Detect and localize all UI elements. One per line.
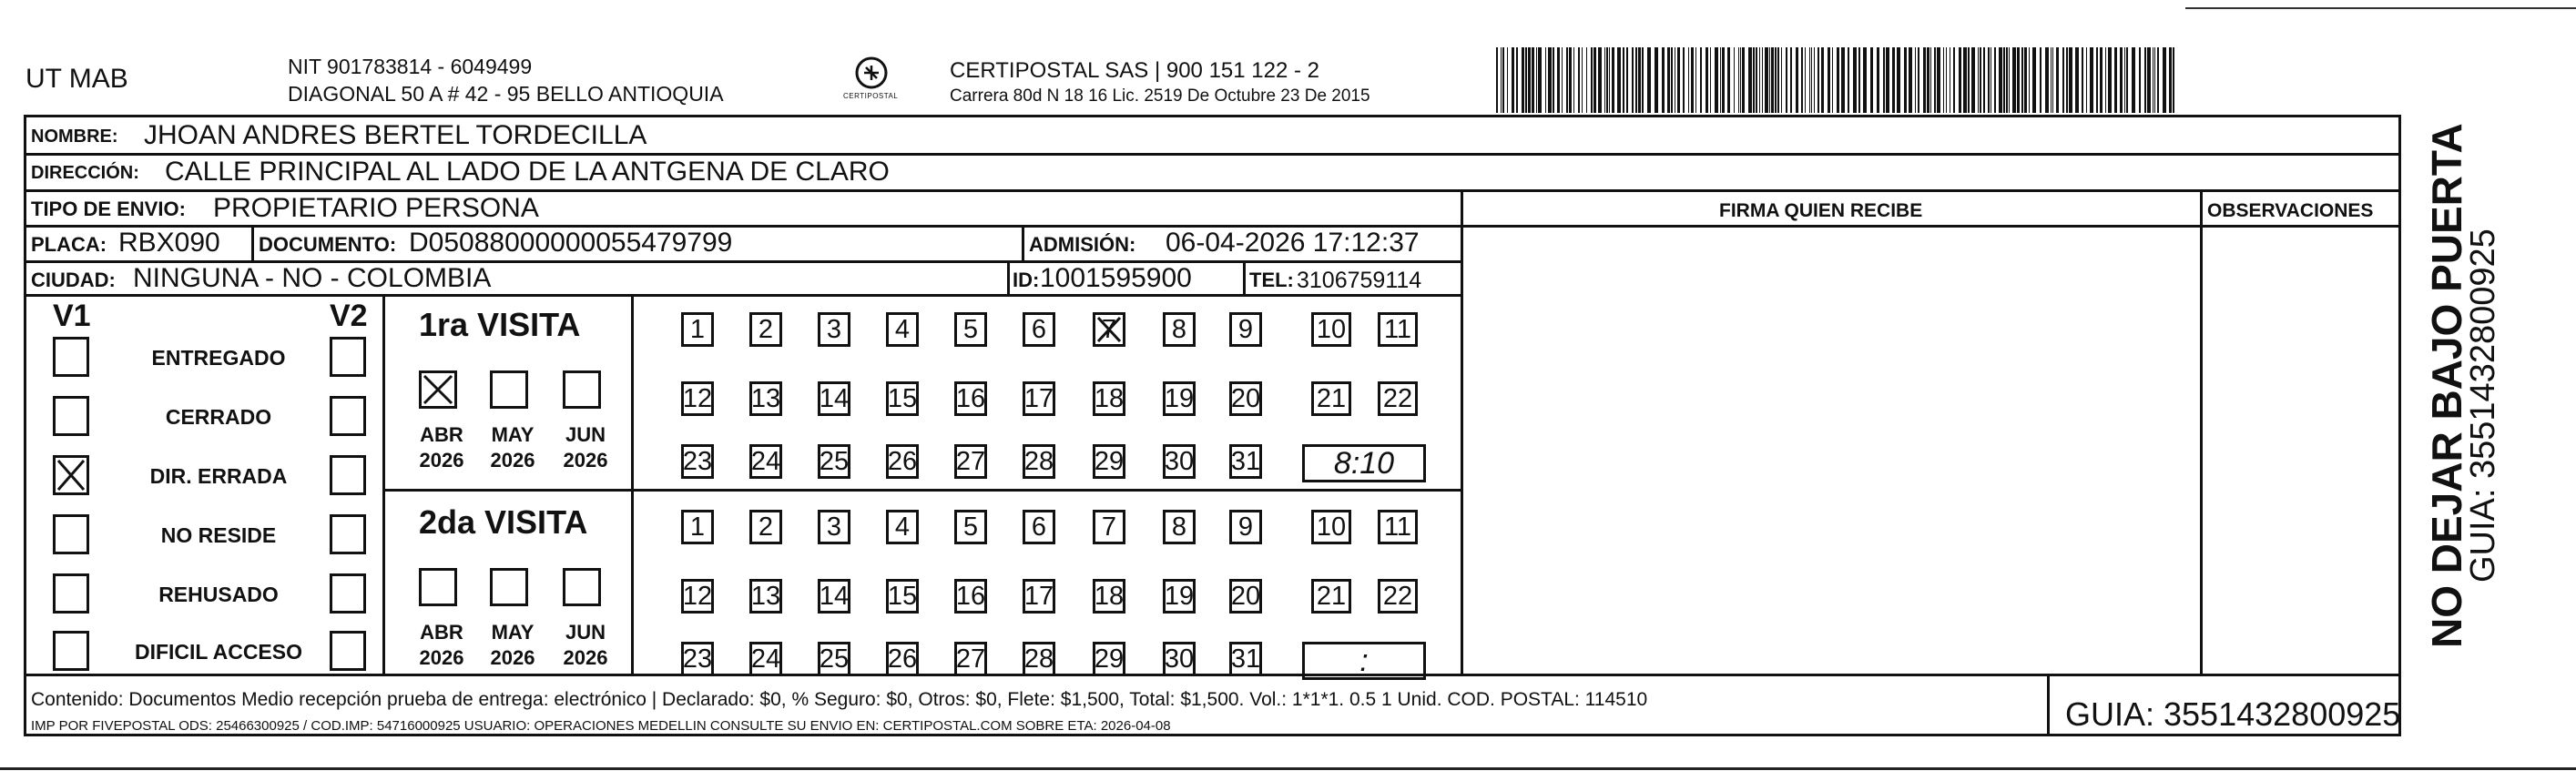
no-dejar-bajo-puerta: NO DEJAR BAJO PUERTA — [2423, 123, 2470, 648]
form-border-top — [24, 115, 2400, 117]
day-box[interactable]: 9 — [1229, 312, 1262, 347]
status-option-label: CERRADO — [165, 405, 272, 429]
month-label: ABR — [420, 423, 463, 446]
year-label: 2026 — [490, 449, 535, 472]
status-option-label: ENTREGADO — [151, 346, 286, 370]
v2-checkbox[interactable] — [330, 573, 366, 614]
day-box[interactable]: 24 — [749, 642, 782, 676]
row-divider — [24, 674, 2400, 676]
row-divider — [24, 189, 2400, 192]
day-box[interactable]: 13 — [749, 381, 782, 416]
admision-value: 06-04-2026 17:12:37 — [1166, 228, 1420, 258]
day-box[interactable]: 4 — [886, 312, 919, 347]
day-box[interactable]: 6 — [1023, 312, 1055, 347]
month-label: JUN — [565, 423, 606, 446]
day-box[interactable]: 12 — [681, 381, 714, 416]
month-checkbox[interactable] — [419, 370, 457, 409]
time-value: 8:10 — [1333, 445, 1395, 481]
form-border-right — [2398, 115, 2401, 736]
nombre-label: NOMBRE: — [31, 127, 118, 147]
v2-checkbox[interactable] — [330, 337, 366, 377]
day-box[interactable]: 8 — [1163, 312, 1196, 347]
v1-checkbox[interactable] — [53, 455, 89, 495]
label-edge-line — [0, 767, 2576, 770]
status-option-label: DIR. ERRADA — [149, 464, 288, 488]
v1-checkbox[interactable] — [53, 631, 89, 671]
visit-title: 1ra VISITA — [419, 306, 581, 343]
day-box[interactable]: 17 — [1023, 579, 1055, 614]
time-value: : — [1359, 643, 1369, 678]
contenido-text: Contenido: Documentos Medio recepción prueba de entrega: electrónico | Declarado: $0, % Seguro: $0, Otros: $0, Flete: $1,500, Total: $1,500. Vol.: 1*1*1. 0.5 1 Unid. COD. POSTAL: 114510 — [31, 689, 1648, 710]
day-box[interactable]: 30 — [1163, 444, 1196, 479]
form-border-bottom — [24, 734, 2400, 736]
day-box[interactable]: 19 — [1163, 381, 1196, 416]
month-checkbox[interactable] — [490, 370, 528, 409]
day-box[interactable]: 10 — [1311, 312, 1351, 347]
col-divider-obs — [2200, 189, 2203, 675]
col-divider-admision — [1022, 225, 1024, 261]
tipo-label: TIPO DE ENVIO: — [31, 198, 186, 220]
month-label: MAY — [491, 621, 535, 644]
v2-label: V2 — [330, 299, 368, 333]
row-divider — [24, 294, 1462, 297]
status-option-label: DIFICIL ACCESO — [134, 640, 302, 664]
day-box[interactable]: 14 — [818, 579, 850, 614]
day-box[interactable]: 26 — [886, 444, 919, 479]
day-box[interactable]: 3 — [818, 312, 850, 347]
tel-value: 3106759114 — [1297, 268, 1422, 293]
v1-checkbox[interactable] — [53, 573, 89, 614]
tipo-value: PROPIETARIO PERSONA — [213, 193, 539, 223]
time-box[interactable] — [1302, 642, 1426, 680]
barcode — [1496, 47, 2175, 113]
month-checkbox[interactable] — [419, 568, 457, 606]
year-label: 2026 — [419, 449, 464, 472]
logo-text: CERTIPOSTAL — [843, 92, 899, 100]
id-label: ID: — [1013, 269, 1040, 291]
v1-checkbox[interactable] — [53, 514, 89, 554]
day-box[interactable]: 14 — [818, 381, 850, 416]
day-box[interactable]: 4 — [886, 510, 919, 544]
v2-checkbox[interactable] — [330, 631, 366, 671]
day-box[interactable]: 5 — [954, 312, 987, 347]
day-box[interactable]: 21 — [1311, 381, 1351, 416]
day-box[interactable]: 11 — [1378, 312, 1418, 347]
day-box[interactable]: 21 — [1311, 579, 1351, 614]
day-box[interactable]: 18 — [1093, 381, 1125, 416]
day-box[interactable]: 27 — [954, 642, 987, 676]
placa-label: PLACA: — [31, 233, 107, 256]
month-checkbox[interactable] — [563, 370, 601, 409]
nombre-value: JHOAN ANDRES BERTEL TORDECILLA — [144, 120, 647, 150]
month-label: MAY — [491, 423, 535, 446]
company-address: DIAGONAL 50 A # 42 - 95 BELLO ANTIOQUIA — [288, 82, 724, 106]
month-label: ABR — [420, 621, 463, 644]
day-box[interactable]: 9 — [1229, 510, 1262, 544]
month-label: JUN — [565, 621, 606, 644]
id-value: 1001595900 — [1040, 263, 1192, 293]
day-box[interactable]: 20 — [1229, 579, 1262, 614]
day-box[interactable]: 25 — [818, 444, 850, 479]
day-box[interactable]: 10 — [1311, 510, 1351, 544]
footer-guia: GUIA: 3551432800925 — [2065, 695, 2401, 733]
placa-value: RBX090 — [118, 228, 220, 258]
year-label: 2026 — [563, 646, 608, 669]
col-divider-placa — [251, 225, 254, 261]
day-box[interactable]: 27 — [954, 444, 987, 479]
day-box[interactable]: 3 — [818, 510, 850, 544]
day-box[interactable]: 18 — [1093, 579, 1125, 614]
company-nit: NIT 901783814 - 6049499 — [288, 55, 533, 78]
time-box[interactable] — [1302, 444, 1426, 482]
status-option-label: REHUSADO — [158, 583, 279, 606]
day-box[interactable]: 26 — [886, 642, 919, 676]
col-divider-tel — [1243, 260, 1246, 296]
day-box[interactable]: 24 — [749, 444, 782, 479]
day-box[interactable]: 23 — [681, 642, 714, 676]
day-box[interactable]: 15 — [886, 579, 919, 614]
v2-checkbox[interactable] — [330, 455, 366, 495]
day-box[interactable]: 12 — [681, 579, 714, 614]
side-guia: GUIA: 3551432800925 — [2464, 228, 2502, 583]
day-box[interactable]: 16 — [954, 381, 987, 416]
month-checkbox[interactable] — [490, 568, 528, 606]
day-box[interactable]: 11 — [1378, 510, 1418, 544]
status-option-label: NO RESIDE — [160, 523, 277, 547]
col-divider-firma — [1461, 189, 1463, 675]
v2-checkbox[interactable] — [330, 396, 366, 436]
day-box[interactable]: 8 — [1163, 510, 1196, 544]
day-box[interactable]: 13 — [749, 579, 782, 614]
day-box[interactable]: 28 — [1023, 642, 1055, 676]
day-box[interactable]: 1 — [681, 312, 714, 347]
v1-checkbox[interactable] — [53, 337, 89, 377]
year-label: 2026 — [563, 449, 608, 472]
col-divider-visits — [631, 294, 634, 675]
year-label: 2026 — [490, 646, 535, 669]
day-box[interactable]: 17 — [1023, 381, 1055, 416]
carrier-license: Carrera 80d N 18 16 Lic. 2519 De Octubre 23 De 2015 — [950, 86, 1370, 106]
day-box[interactable]: 31 — [1229, 642, 1262, 676]
day-box[interactable]: 31 — [1229, 444, 1262, 479]
day-box[interactable]: 19 — [1163, 579, 1196, 614]
day-box[interactable]: 7 — [1093, 510, 1125, 544]
day-box[interactable]: 30 — [1163, 642, 1196, 676]
observaciones-label: OBSERVACIONES — [2207, 200, 2374, 221]
tel-label: TEL: — [1249, 269, 1294, 291]
v2-checkbox[interactable] — [330, 514, 366, 554]
day-box[interactable]: 7 — [1093, 312, 1125, 347]
footer-guia-divider — [2047, 674, 2050, 735]
day-box[interactable]: 29 — [1093, 444, 1125, 479]
day-box[interactable]: 2 — [749, 510, 782, 544]
day-box[interactable]: 22 — [1378, 579, 1418, 614]
direccion-label: DIRECCIÓN: — [31, 163, 139, 183]
day-box[interactable]: 6 — [1023, 510, 1055, 544]
month-checkbox[interactable] — [563, 568, 601, 606]
day-box[interactable]: 2 — [749, 312, 782, 347]
day-box[interactable]: 25 — [818, 642, 850, 676]
company-name: UT MAB — [25, 64, 128, 94]
firma-label: FIRMA QUIEN RECIBE — [1719, 200, 1923, 221]
ciudad-label: CIUDAD: — [31, 269, 116, 291]
day-box[interactable]: 16 — [954, 579, 987, 614]
day-box[interactable]: 23 — [681, 444, 714, 479]
form-border-left — [24, 115, 26, 736]
visit-divider — [382, 489, 1462, 492]
documento-label: DOCUMENTO: — [259, 233, 397, 256]
admision-label: ADMISIÓN: — [1029, 233, 1136, 256]
year-label: 2026 — [419, 646, 464, 669]
visit-title: 2da VISITA — [419, 503, 588, 541]
direccion-value: CALLE PRINCIPAL AL LADO DE LA ANTGENA DE CLARO — [165, 157, 890, 187]
day-box[interactable]: 15 — [886, 381, 919, 416]
ciudad-value: NINGUNA - NO - COLOMBIA — [133, 263, 492, 293]
v1-label: V1 — [53, 299, 91, 333]
label-edge-line — [2185, 7, 2576, 9]
row-divider — [24, 153, 2400, 156]
day-box[interactable]: 20 — [1229, 381, 1262, 416]
day-box[interactable]: 29 — [1093, 642, 1125, 676]
documento-value: D05088000000055479799 — [409, 228, 733, 258]
col-divider-status — [382, 294, 385, 675]
day-box[interactable]: 28 — [1023, 444, 1055, 479]
col-divider-id — [1007, 260, 1010, 296]
day-box[interactable]: 5 — [954, 510, 987, 544]
certipostal-logo — [840, 53, 903, 107]
carrier-name: CERTIPOSTAL SAS | 900 151 122 - 2 — [950, 58, 1319, 83]
v1-checkbox[interactable] — [53, 396, 89, 436]
day-box[interactable]: 22 — [1378, 381, 1418, 416]
imp-text: IMP POR FIVEPOSTAL ODS: 25466300925 / COD.IMP: 54716000925 USUARIO: OPERACIONES MEDELLIN CONSULTE SU ENVIO EN: CERTIPOSTAL.COM SOBRE ETA: 2026-04-08 — [31, 718, 1171, 734]
day-box[interactable]: 1 — [681, 510, 714, 544]
